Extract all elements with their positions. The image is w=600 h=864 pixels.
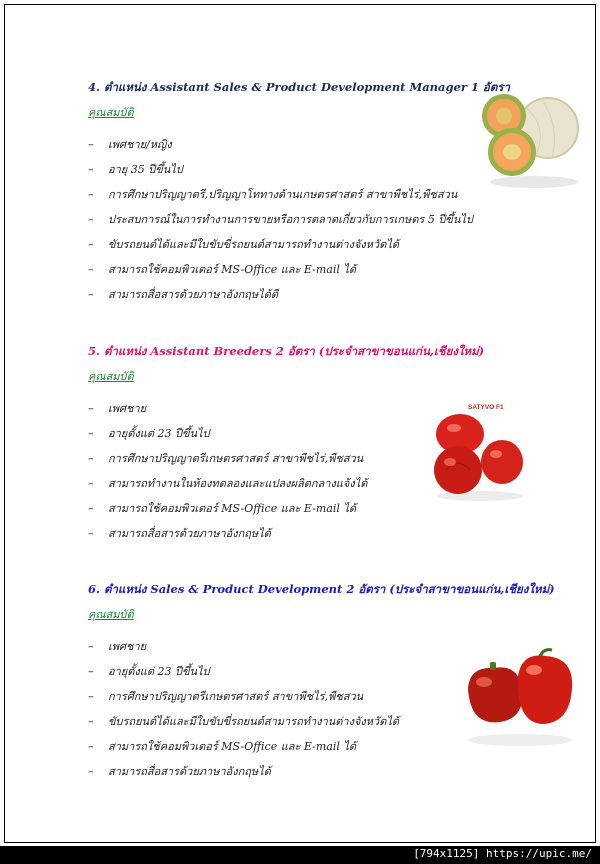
job-heading: 5. ตำแหน่ง Assistant Breeders 2 อัตรา (ประจำสาขาขอนแก่น,เชียงใหม่) <box>88 344 485 358</box>
list-item: – สามารถทำงานในห้องทดลองและแปลงผลิตกลางแจ้งได้ <box>88 474 568 499</box>
list-item: – สามารถสื่อสารด้วยภาษาอังกฤษได้ <box>88 524 568 549</box>
image-host-watermark: [794x1125] https://upic.me/ <box>413 847 592 860</box>
product-label: SATYVO F1 <box>468 404 504 411</box>
list-item: – สามารถสื่อสารด้วยภาษาอังกฤษได้ <box>88 762 568 787</box>
list-item: – สามารถใช้คอมพิวเตอร์ MS-Office และ E-mail ได้ <box>88 737 568 762</box>
list-item: – สามารถสื่อสารด้วยภาษาอังกฤษได้ดี <box>88 285 568 310</box>
red-pepper-image <box>460 648 578 748</box>
job-heading: 4. ตำแหน่ง Assistant Sales & Product Development Manager 1 อัตรา <box>88 80 510 94</box>
list-item: – การศึกษาปริญญาตรีเกษตรศาสตร์ สาขาพืชไร่,พืชสวน <box>88 687 568 712</box>
footer-bar <box>0 846 600 864</box>
list-item: – ขับรถยนต์ได้และมีใบขับขี่รถยนต์สามารถทำงานต่างจังหวัดได้ <box>88 235 568 260</box>
qualification-label: คุณสมบัติ <box>88 370 134 383</box>
list-item: – อายุ 35 ปีขึ้นไป <box>88 160 568 185</box>
list-item: – อายุตั้งแต่ 23 ปีขึ้นไป <box>88 424 568 449</box>
list-item: – ขับรถยนต์ได้และมีใบขับขี่รถยนต์สามารถทำงานต่างจังหวัดได้ <box>88 712 568 737</box>
list-item: – เพศชาย/หญิง <box>88 135 568 160</box>
list-item: – สามารถใช้คอมพิวเตอร์ MS-Office และ E-mail ได้ <box>88 499 568 524</box>
list-item: – การศึกษาปริญญาตรีเกษตรศาสตร์ สาขาพืชไร่,พืชสวน <box>88 449 568 474</box>
qualification-label: คุณสมบัติ <box>88 608 134 621</box>
melon-image <box>476 86 580 190</box>
list-item: – อายุตั้งแต่ 23 ปีขึ้นไป <box>88 662 568 687</box>
tomato-image <box>430 412 530 502</box>
list-item: – สามารถใช้คอมพิวเตอร์ MS-Office และ E-mail ได้ <box>88 260 568 285</box>
job-heading: 6. ตำแหน่ง Sales & Product Development 2 อัตรา (ประจำสาขาขอนแก่น,เชียงใหม่) <box>88 582 555 596</box>
list-item: – เพศชาย <box>88 399 568 424</box>
list-item: – การศึกษาปริญญาตรี,ปริญญาโททางด้านเกษตรศาสตร์ สาขาพืชไร่,พืชสวน <box>88 185 568 210</box>
list-item: – ประสบการณ์ในการทำงานการขายหรือการตลาดเกี่ยวกับการเกษตร 5 ปีขึ้นไป <box>88 210 568 235</box>
list-item: – เพศชาย <box>88 637 568 662</box>
qualification-label: คุณสมบัติ <box>88 106 134 119</box>
